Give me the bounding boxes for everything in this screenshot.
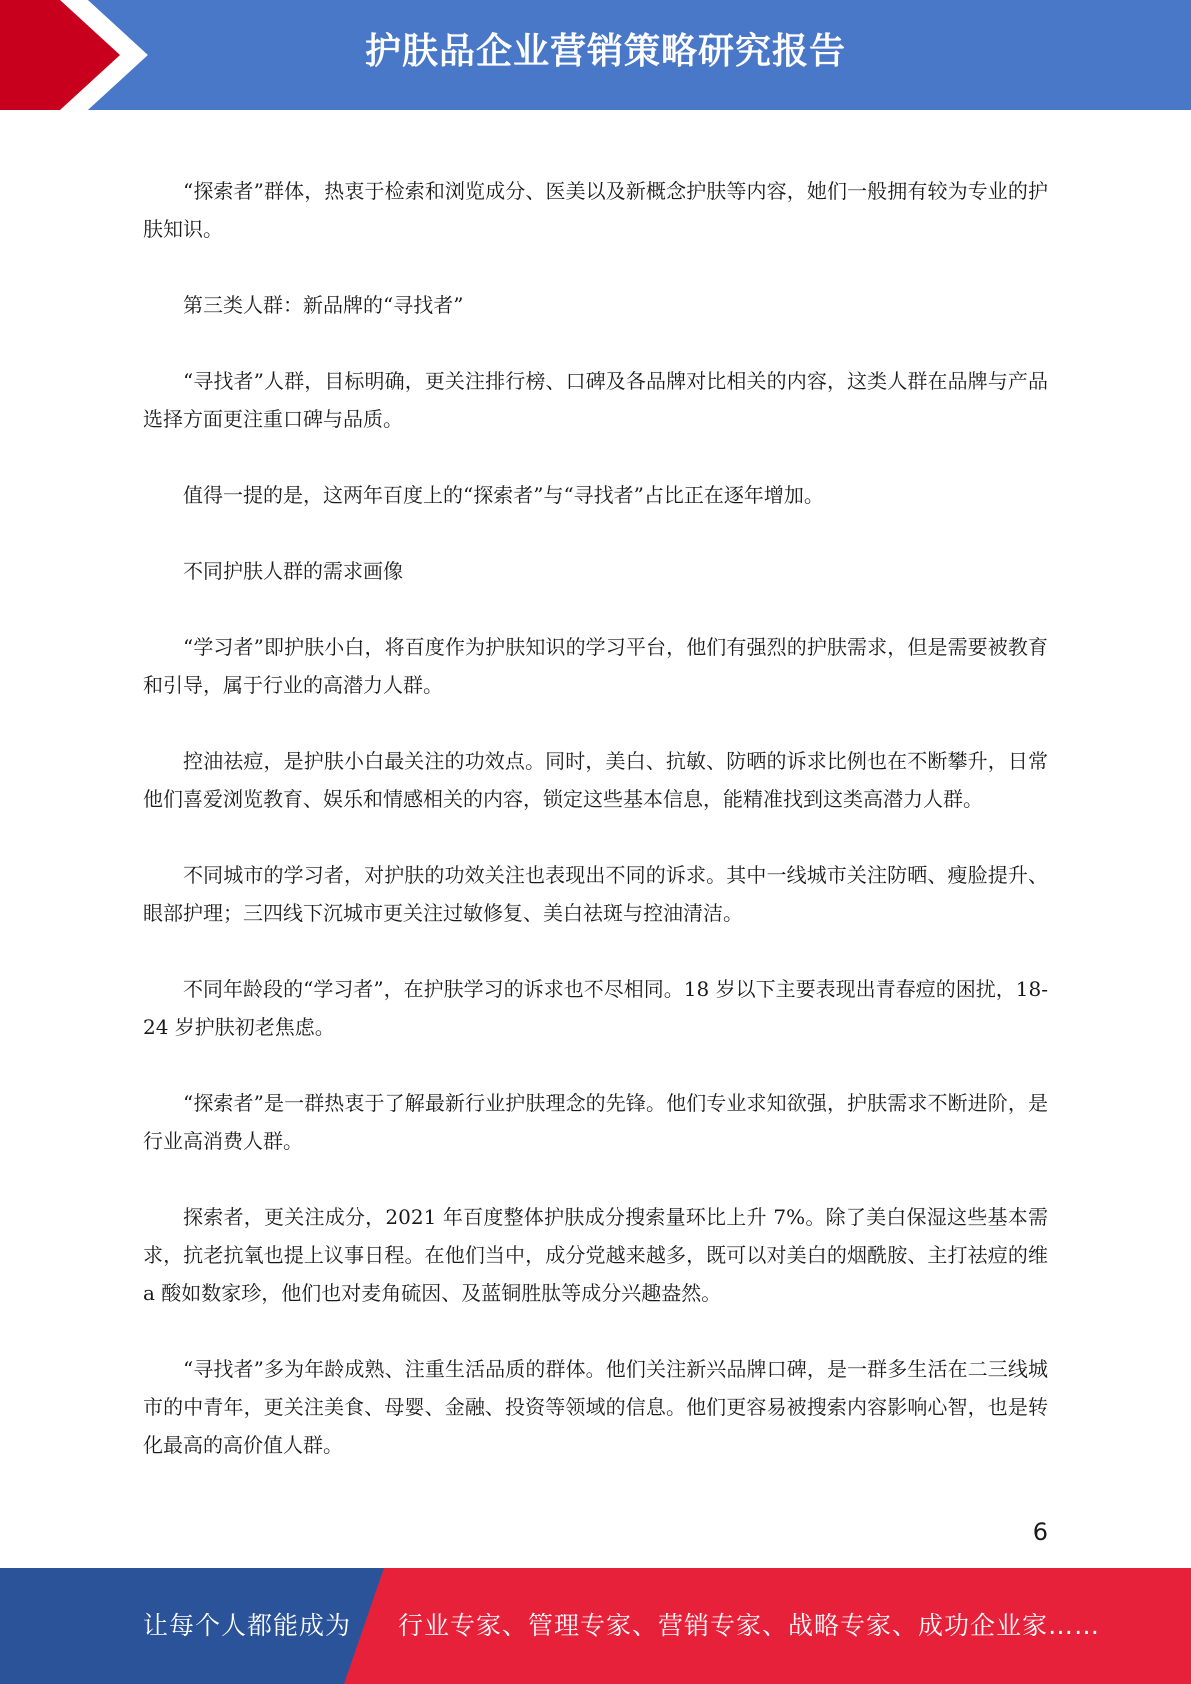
paragraph: 值得一提的是，这两年百度上的“探索者”与“寻找者”占比正在逐年增加。 [183,483,824,507]
paragraph: “学习者”即护肤小白，将百度作为护肤知识的学习平台，他们有强烈的护肤需求，但是需要被教育和引导，属于行业的高潜力人群。 [143,635,1048,697]
footer-slogan-right: 行业专家、管理专家、营销专家、战略专家、成功企业家…… [398,1611,1101,1640]
paragraph: 探索者，更关注成分，2021 年百度整体护肤成分搜索量环比上升 7%。除了美白保湿这些基本需求，抗老抗氧也提上议事日程。在他们当中，成分党越来越多，既可以对美白的烟酰胺、主打祛痘的维 a 酸如数家珍，他们也对麦角硫因、及蓝铜胜肽等成分兴趣盎然。 [143,1205,1048,1305]
paragraph: “寻找者”人群，目标明确，更关注排行榜、口碑及各品牌对比相关的内容，这类人群在品牌与产品选择方面更注重口碑与品质。 [143,369,1048,431]
paragraph: “寻找者”多为年龄成熟、注重生活品质的群体。他们关注新兴品牌口碑，是一群多生活在二三线城市的中青年，更关注美食、母婴、金融、投资等领域的信息。他们更容易被搜索内容影响心智，也是转化最高的高价值人群。 [143,1357,1048,1457]
page-number: 6 [1032,1518,1048,1546]
section-heading: 第三类人群：新品牌的“寻找者” [183,293,464,317]
document-title: 护肤品企业营销策略研究报告 [364,31,846,72]
paragraph: “探索者”是一群热衷于了解最新行业护肤理念的先锋。他们专业求知欲强，护肤需求不断进阶，是行业高消费人群。 [143,1091,1048,1153]
paragraph: 控油祛痘，是护肤小白最关注的功效点。同时，美白、抗敏、防晒的诉求比例也在不断攀升，日常他们喜爱浏览教育、娱乐和情感相关的内容，锁定这些基本信息，能精准找到这类高潜力人群。 [143,749,1048,811]
section-heading: 不同护肤人群的需求画像 [183,559,403,583]
paragraph: 不同城市的学习者，对护肤的功效关注也表现出不同的诉求。其中一线城市关注防晒、瘦脸提升、眼部护理；三四线下沉城市更关注过敏修复、美白祛斑与控油清洁。 [143,863,1048,925]
footer-banner [0,1568,1191,1684]
footer-slogan-left: 让每个人都能成为 [143,1611,352,1640]
paragraph: 不同年龄段的“学习者”，在护肤学习的诉求也不尽相同。18 岁以下主要表现出青春痘的困扰，18-24 岁护肤初老焦虑。 [143,977,1048,1039]
header-banner [0,0,1191,110]
document-body [143,172,1048,1502]
paragraph: “探索者”群体，热衷于检索和浏览成分、医美以及新概念护肤等内容，她们一般拥有较为专业的护肤知识。 [143,179,1048,241]
